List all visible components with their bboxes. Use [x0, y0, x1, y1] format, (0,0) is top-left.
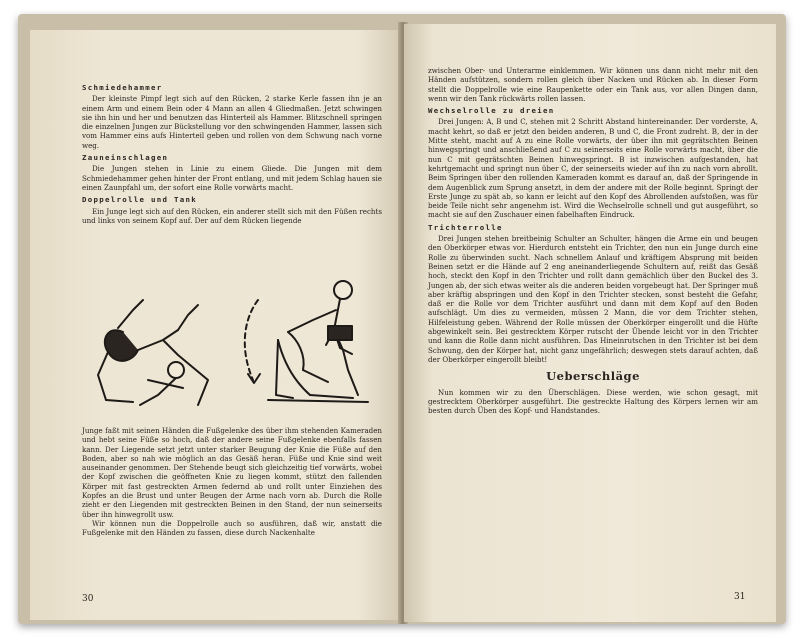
doppelrolle-variation-paragraph: Wir können nun die Doppelrolle auch so ausführen, daß wir, anstatt die Fußgelenke mit den Händen zu fassen, diese durch Nackenhalte: [82, 518, 382, 538]
right-page: [404, 24, 776, 622]
schmiedehammer-heading: Schmiedehammer: [82, 83, 163, 92]
right-page-number: 31: [734, 592, 746, 602]
ueberschlaege-heading: Ueberschläge: [546, 369, 640, 384]
zaunschlagen-paragraph: Die Jungen stehen in Linie zu einem Gliede. Die Jungen mit dem Schmiedehammer gehen hinter der Front entlang, und mit jedem Schlag hauen sie einen Zaunpfahl um, der sofort eine Rolle vorwärts macht.: [82, 164, 382, 192]
ueberschlaege-paragraph: Nun kommen wir zu den Überschlägen. Diese werden, wie schon gesagt, mit gestrecktem Oberkörper ausgeführt. Die gestreckte Haltung des Körpers lernen wir am besten durch Üben des Kopf- und Handstandes.: [428, 387, 758, 416]
left-page-number: 30: [82, 594, 94, 604]
right-text: [428, 66, 758, 415]
doppelrolle-heading: Doppelrolle und Tank: [82, 195, 197, 205]
left-page: [30, 30, 402, 620]
doppelrolle-illustration: [78, 270, 378, 418]
left-text-bottom: [82, 426, 382, 538]
doppelrolle-continued-paragraph: Junge faßt mit seinen Händen die Fußgelenke des über ihm stehenden Kameraden und hebt seine Füße so hoch, daß der andere seine Fußgelenke ebenfalls fassen kann. Der Liegende setzt jetzt unter starker Beugung der Knie die Füße auf den Boden, aber so nah wie möglich an das Gesäß heran. Füße und Knie sind weit auseinander genommen. Der Stehende beugt sich gleichzeitig tief vorwärts, wobei der Kopf zwischen die geöffneten Knie zu liegen kommt, stützt den fallenden Körper mit fast gestreckten Armen federnd ab und rollt unter Einziehen des Kopfes an die Brust und unter Beugen der Arme nach vorn ab. Durch die Rolle zieht er den Liegenden mit gestreckten Beinen in den Stand, der nun seinerseits über ihn hinwegrollt usw.: [82, 426, 382, 519]
wechselrolle-paragraph: Drei Jungen: A, B und C, stehen mit 2 Schritt Abstand hintereinander. Der vorderste, A, macht kehrt, so daß er jetzt den beiden anderen, B und C, die Front zudreht. B, der in der Mitte steht, macht auf A zu eine Rolle vorwärts, der über ihn mit gegrätschten Beinen hinwegspringt und anschließend auf C zu seinerseits eine Rolle vorwärts macht, über die nun C mit gegrätschten Beinen hinwegspringt. B ist inzwischen aufgestanden, hat kehrtgemacht und springt nun über C, der seinerseits wieder auf ihn zu nach vorn abrollt. Beim Springen über den rollenden Kameraden kommt es darauf an, daß der Springende in dem Augenblick zum Sprung ansetzt, in dem der andere mit der Rolle beginnt. Springt der Erste Junge zu spät ab, so kann er leicht auf den Kopf des Abrollenden aufstoßen, was für beide Teile nicht sehr angenehm ist. Wird die Wechselrolle schnell und gut ausgeführt, so macht sie auf den Zuschauer einen fabelhaften Eindruck.: [428, 117, 758, 220]
trichterrolle-paragraph: Drei Jungen stehen breitbeinig Schulter an Schulter, hängen die Arme ein und beugen den Oberkörper etwas vor. Hierdurch entsteht ein Trichter, den nun ein Junge durch eine Rolle zu überwinden sucht. Nach schnellem Anlauf und kräftigem Absprung mit beiden Beinen setzt er die Hände auf 2 eng aneinanderliegende Schultern auf, reißt das Gesäß hoch, steckt den Kopf in den Trichter und rollt dann gemächlich über den Buckel des 3. Jungen ab, der sich etwas weiter als die anderen beiden vorgebeugt hat. Der Springer muß aber kräftig abspringen und den Kopf in den Trichter stecken, sonst besteht die Gefahr, daß er die Rolle vor dem Trichter ausführt und dann mit dem Kopf auf den Boden aufschlägt. Um dies zu vermeiden, müssen 2 Mann, die vor dem Trichter stehen, Hilfeleistung geben. Während der Rolle müssen der Oberkörper eingerollt und die Hüfte abgewinkelt sein. Bei gestrecktem Körper rutscht der Übende leicht vor in den Trichter und kann die Rolle dann nicht ausführen. Das Hineinrutschen in den Trichter ist bei dem Schwung, den der Körper hat, nicht ganz ungefährlich; deswegen stets darauf achten, daß der Oberkörper eingerollt bleibt!: [428, 234, 758, 364]
schmiedehammer-paragraph: Der kleinste Pimpf legt sich auf den Rücken, 2 starke Kerle fassen ihn je an einem Arm und einem Bein oder 4 Mann an allen 4 Gliedmaßen. Jetzt schwingen sie ihn hin und her und benutzen das Hinterteil als Hammer. Blitzschnell springen die einzelnen Jungen zur Bückstellung vor den schwingenden Hammer, lassen sich vom Hammer eins aufs Hinterteil geben und rollen von dem Schwung nach vorne weg.: [82, 94, 382, 150]
left-text-top: [82, 80, 382, 225]
zaunschlagen-heading: Zauneinschlagen: [82, 153, 169, 163]
doppelrolle-paragraph: Ein Junge legt sich auf den Rücken, ein anderer stellt sich mit den Füßen rechts und links von seinem Kopf auf. Der auf dem Rücken liegende: [82, 206, 382, 225]
tank-continued-paragraph: zwischen Ober- und Unterarme einklemmen. Wir können uns dann nicht mehr mit den Händen aufstützen, sondern rollen gleich über Nacken und Rücken ab. In dieser Form stellt die Doppelrolle wie eine Raupenkette oder ein Tank aus, vor allen Dingen dann, wenn wir den Tank rückwärts rollen lassen.: [428, 66, 758, 103]
trichterrolle-heading: Trichterrolle: [428, 222, 503, 232]
wechselrolle-heading: Wechselrolle zu dreien: [428, 106, 555, 116]
